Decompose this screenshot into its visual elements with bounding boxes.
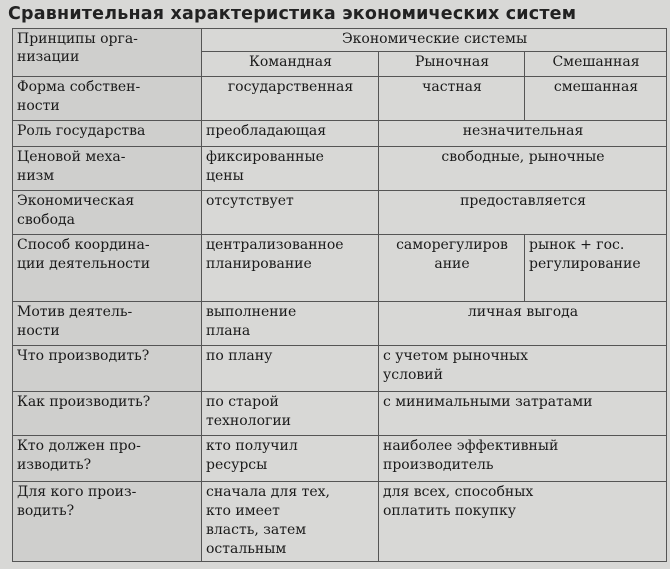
row-label: Что производить? (13, 346, 202, 392)
cell-command: сначала для тех, кто имеет власть, затем остальным (202, 482, 379, 562)
table-row (13, 77, 667, 121)
header-market: Рыночная (379, 52, 525, 77)
row-label: Экономическая свобода (13, 191, 202, 235)
row-label: Как производить? (13, 392, 202, 436)
table-row (13, 436, 667, 482)
cell-command: фиксированные цены (202, 147, 379, 191)
cell-command: государственная (202, 77, 379, 121)
table-row (13, 191, 667, 235)
header-principles: Принципы орга- низации (13, 29, 202, 77)
cell-market: частная (379, 77, 525, 121)
cell-command: выполнение плана (202, 302, 379, 346)
row-label: Мотив деятель- ности (13, 302, 202, 346)
table-row (13, 346, 667, 392)
cell-mixed: смешанная (525, 77, 667, 121)
row-label: Форма собствен- ности (13, 77, 202, 121)
row-label: Ценовой меха- низм (13, 147, 202, 191)
cell-market-mixed: для всех, способных оплатить покупку (379, 482, 667, 562)
header-row (13, 29, 667, 52)
cell-market: саморегулиров ание (379, 235, 525, 302)
table-row (13, 121, 667, 147)
header-mixed: Смешанная (525, 52, 667, 77)
cell-market-mixed: личная выгода (379, 302, 667, 346)
cell-command: отсутствует (202, 191, 379, 235)
cell-command: кто получил ресурсы (202, 436, 379, 482)
cell-market-mixed: с минимальными затратами (379, 392, 667, 436)
cell-market-mixed: наиболее эффективный производитель (379, 436, 667, 482)
cell-market-mixed: свободные, рыночные (379, 147, 667, 191)
cell-command: преобладающая (202, 121, 379, 147)
document-title: Сравнительная характеристика экономических систем (8, 4, 577, 24)
header-economic-systems: Экономические системы (202, 29, 667, 52)
row-label: Способ координа- ции деятельности (13, 235, 202, 302)
table-row (13, 235, 667, 302)
cell-command: централизованное планирование (202, 235, 379, 302)
cell-market-mixed: предоставляется (379, 191, 667, 235)
row-label: Роль государства (13, 121, 202, 147)
cell-mixed: рынок + гос. регулирование (525, 235, 667, 302)
comparison-table (12, 28, 667, 562)
row-label: Кто должен про- изводить? (13, 436, 202, 482)
table-row (13, 302, 667, 346)
table-row (13, 392, 667, 436)
table-row (13, 482, 667, 562)
row-label: Для кого произ- водить? (13, 482, 202, 562)
cell-command: по старой технологии (202, 392, 379, 436)
cell-market-mixed: с учетом рыночных условий (379, 346, 667, 392)
cell-command: по плану (202, 346, 379, 392)
table-row (13, 147, 667, 191)
cell-market-mixed: незначительная (379, 121, 667, 147)
header-command: Командная (202, 52, 379, 77)
